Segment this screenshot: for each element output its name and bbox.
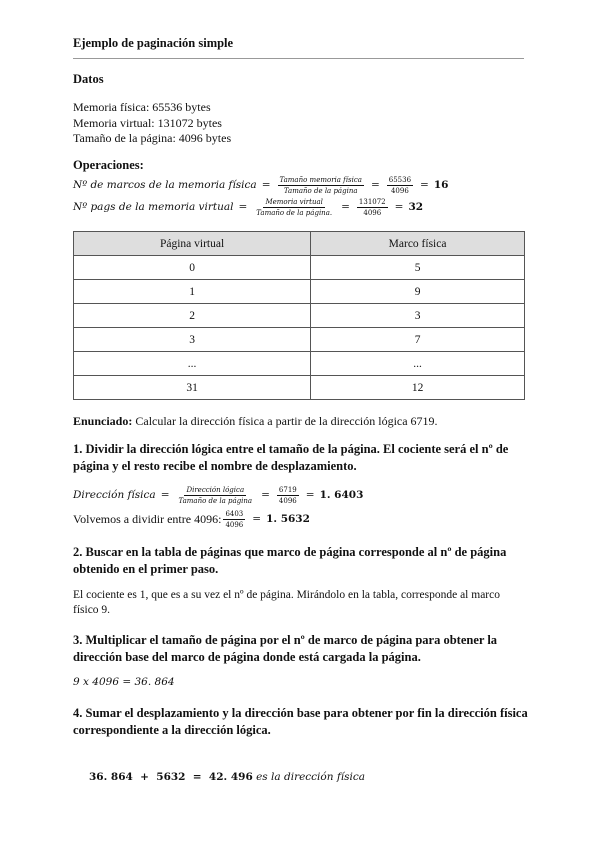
step4-heading: 4. Sumar el desplazamiento y la dirección base para obtener por fin la dirección física correspondiente a la dirección lógica. [73,706,528,737]
page-header-title: Ejemplo de paginación simple [73,36,234,50]
table-header-row [74,232,525,256]
table-cell: 12 [311,376,525,400]
formula-direccion: Dirección física = $\frac{\text{Dirección lógica}}{\text{Tamaño de la página}}$ = $\frac{6719}{4096}$ = 1. 6403 [73,485,364,505]
table-cell: 2 [74,304,311,328]
table-cell: 7 [311,328,525,352]
table-row [74,328,525,352]
formula-direccion-values: $\frac{6719}{4096}$ [278,485,297,505]
enunciado-text: Calcular la dirección física a partir de la dirección lógica 6719. [132,414,438,428]
formula-marcos-values: $\frac{65536}{4096}$ [388,175,412,195]
header-divider [73,58,524,59]
table-row [74,376,525,400]
second-division-fraction: $\frac{6403}{4096}$ [225,509,244,529]
formula-pags-values: $\frac{131072}{4096}$ [358,197,386,217]
enunciado-label: Enunciado: [73,414,133,428]
table-cell: ... [311,352,525,376]
step2-heading: 2. Buscar en la tabla de páginas que marco de página corresponde al nº de página obtenido en el primer paso. [73,545,507,576]
datos-line-physical: Memoria física: 65536 bytes [73,100,211,114]
table-row [74,352,525,376]
table-header-virtual: Página virtual [74,232,311,256]
operaciones-heading: Operaciones: [73,158,144,172]
step4-formula-text: es la dirección física [252,771,365,783]
second-division-text: Volvemos a dividir entre 4096: [73,511,222,526]
table-cell: 1 [74,280,311,304]
step4-formula-values: 36. 864 + 5632 = 42. 496 [89,771,253,783]
formula-pags: Nº pags de la memoria virtual = $\frac{\text{Memoria virtual}}{\text{Tamaño de la página.}}$ = $\frac{131072}{4096}$ = 32 [73,197,424,217]
table-header-frame: Marco física [311,232,525,256]
table-cell: 3 [74,328,311,352]
datos-heading: Datos [73,72,104,86]
formula-pags-fraction: $\frac{\text{Memoria virtual}}{\text{Tamaño de la página.}}$ [256,197,333,217]
formula-direccion-result: 1. 6403 [319,489,364,501]
page-table [73,231,525,400]
formula-marcos-fraction: $\frac{\text{Tamaño memoria física}}{\text{Tamaño de la página}}$ [279,175,362,195]
step3-formula: 9 x 4096 = 36. 864 [73,676,175,688]
formula-second-division: Volvemos a dividir entre 4096: $\frac{6403}{4096}$ = 1. 5632 [73,509,310,529]
table-cell: 9 [311,280,525,304]
formula-pags-result: 32 [408,201,424,213]
formula-marcos: Nº de marcos de la memoria física = $\frac{\text{Tamaño memoria física}}{\text{Tamaño de la página}}$ = $\frac{65536}{4096}$ = 16 [73,175,449,195]
step3-heading: 3. Multiplicar el tamaño de página por el nº de marco de página para obtener la dirección base del marco de página donde está cargada la página. [73,633,498,664]
datos-list [73,100,231,147]
formula-marcos-result: 16 [433,179,449,191]
formula-direccion-label: Dirección física [73,489,156,501]
datos-line-pagesize: Tamaño de la página: 4096 bytes [73,131,232,145]
step2-text: El cociente es 1, que es a su vez el nº de página. Mirándolo en la tabla, corresponde al marco físico 9. [73,589,500,616]
formula-direccion-fraction: $\frac{\text{Dirección lógica}}{\text{Tamaño de la página}}$ [178,485,253,505]
table-row [74,304,525,328]
table-cell: 31 [74,376,311,400]
table-row [74,280,525,304]
formula-marcos-label: Nº de marcos de la memoria física [73,179,257,191]
step4-formula [73,749,365,803]
table-cell: ... [74,352,311,376]
table-cell: 0 [74,256,311,280]
table-row [74,256,525,280]
table-cell: 5 [311,256,525,280]
formula-pags-label: Nº pags de la memoria virtual [73,201,234,213]
table-cell: 3 [311,304,525,328]
second-division-result: 1. 5632 [266,513,310,525]
datos-line-virtual: Memoria virtual: 131072 bytes [73,115,222,130]
enunciado [73,414,438,429]
step1-heading: 1. Dividir la dirección lógica entre el tamaño de la página. El cociente será el nº de página y el resto recibe el nombre de desplazamiento. [73,442,509,473]
